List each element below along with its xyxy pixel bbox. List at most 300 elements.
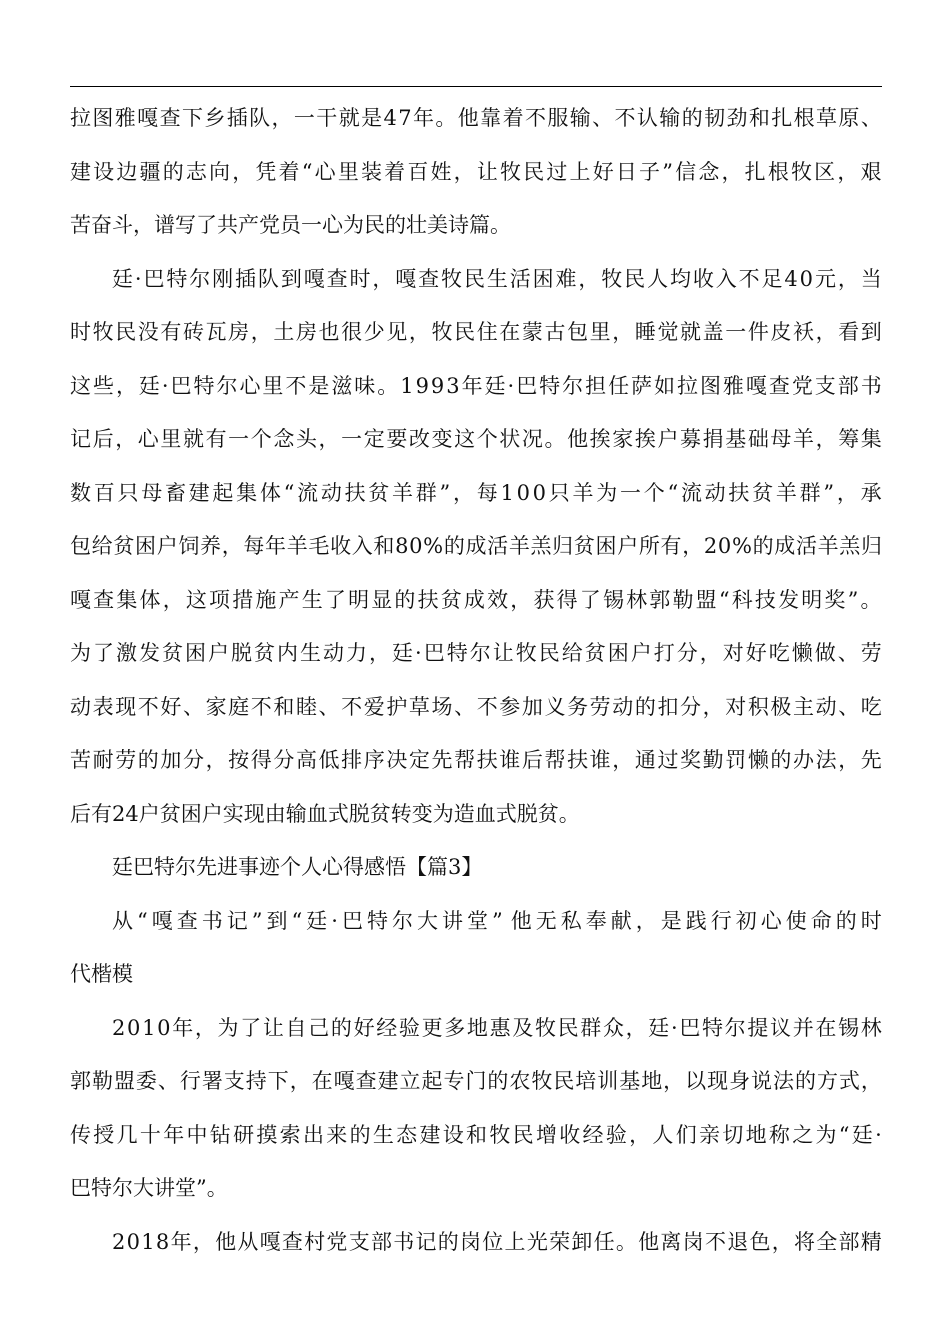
text-glyph: 这 <box>454 427 476 451</box>
text-glyph: 他 <box>510 908 532 933</box>
text-glyph: 勒 <box>91 1069 113 1093</box>
text-glyph: 、 <box>860 106 882 130</box>
text-line <box>70 520 882 574</box>
text-glyph: 贫 <box>573 534 595 558</box>
text-glyph: 百 <box>407 159 429 184</box>
text-glyph: 林 <box>626 587 648 612</box>
text-glyph: 困 <box>185 641 206 665</box>
text-line <box>70 146 882 200</box>
text-glyph: 查 <box>176 908 198 933</box>
text-glyph: 支 <box>223 1069 245 1093</box>
text-glyph: 干 <box>316 106 338 130</box>
text-glyph: 雅 <box>722 373 744 398</box>
text-glyph: ， <box>232 159 254 184</box>
text-glyph: 查 <box>281 1229 303 1254</box>
text-glyph: 服 <box>547 106 569 130</box>
text-glyph: 、 <box>837 641 859 665</box>
text-glyph: 锡 <box>602 587 624 612</box>
text-glyph: 根 <box>767 159 789 184</box>
text-glyph: 况 <box>521 427 543 451</box>
text-glyph: 扣 <box>657 694 679 719</box>
text-glyph: 家 <box>612 427 634 451</box>
text-glyph: ， <box>635 908 657 933</box>
text-glyph: 味 <box>354 373 376 398</box>
text-glyph: 担 <box>585 373 607 398</box>
text-glyph: 明 <box>801 587 823 612</box>
text-glyph: 贫 <box>584 641 606 665</box>
text-glyph: 睡 <box>634 320 656 344</box>
text-glyph: ， <box>702 694 724 719</box>
text-glyph: 生 <box>301 587 323 612</box>
text-glyph: 勒 <box>672 587 694 612</box>
text-glyph: 信 <box>675 159 697 184</box>
text-glyph: 书 <box>860 373 882 398</box>
text-glyph: 懒 <box>791 641 813 665</box>
text-glyph: 过 <box>546 159 568 184</box>
text-glyph: 就 <box>182 427 204 451</box>
text-glyph: 疆 <box>139 159 161 184</box>
text-glyph: 贫 <box>368 480 390 505</box>
text-glyph: 不 <box>285 373 307 398</box>
text-glyph: 皮 <box>770 320 792 344</box>
text-glyph: 养 <box>200 534 222 558</box>
text-glyph: 些 <box>92 373 114 398</box>
text-glyph: 起 <box>421 1069 443 1093</box>
text-glyph: 分 <box>676 641 698 665</box>
text-glyph: % <box>731 534 752 558</box>
text-glyph: 署 <box>201 1069 223 1093</box>
text-glyph: 加 <box>160 748 182 772</box>
text-glyph: 务 <box>567 694 589 719</box>
text-glyph: 嘎 <box>137 106 159 130</box>
text-glyph: 立 <box>399 1069 421 1093</box>
text-glyph: 的 <box>835 908 857 933</box>
text-glyph: 科 <box>731 587 753 612</box>
text-glyph: 分 <box>273 748 295 772</box>
text-glyph: 爱 <box>363 694 385 719</box>
text-glyph: 乡 <box>204 106 226 130</box>
text-line <box>70 1002 882 1056</box>
text-line <box>70 92 882 146</box>
text-glyph: 4 <box>784 266 798 291</box>
text-glyph: 牧 <box>500 159 522 184</box>
text-glyph: 专 <box>443 1069 465 1093</box>
text-glyph: 的 <box>794 1069 816 1093</box>
text-glyph: 体 <box>139 587 161 612</box>
text-glyph: 尔 <box>724 1015 746 1040</box>
text-glyph: ， <box>408 320 430 344</box>
text-glyph: 先 <box>431 748 453 772</box>
text-glyph: 民 <box>463 266 485 291</box>
text-glyph: 数 <box>70 480 91 505</box>
text-glyph: 羊 <box>793 427 814 451</box>
text-glyph: 特 <box>193 373 215 398</box>
text-glyph: 入 <box>715 266 737 291</box>
text-glyph: 困 <box>532 266 554 291</box>
text-glyph: 部 <box>370 1229 392 1254</box>
text-glyph: 岗 <box>460 1229 482 1254</box>
text-glyph: 2 <box>112 1229 126 1254</box>
text-glyph: 扶 <box>728 480 750 505</box>
text-glyph: 施 <box>255 587 277 612</box>
text-glyph: 。 <box>377 373 399 398</box>
text-glyph: 排 <box>341 748 363 772</box>
text-glyph: 0 <box>157 1015 171 1040</box>
text-glyph: 2 <box>703 534 718 558</box>
text-glyph: 蒙 <box>521 320 543 344</box>
text-glyph: 牧 <box>791 159 812 184</box>
text-glyph: 础 <box>747 427 769 451</box>
text-glyph: “ <box>283 480 295 505</box>
text-glyph: 毛 <box>308 534 330 558</box>
text-glyph: 向 <box>209 159 231 184</box>
text-glyph: · <box>161 373 169 398</box>
text-glyph: · <box>875 1122 882 1147</box>
text-glyph: 集 <box>116 587 138 612</box>
text-glyph: 帮 <box>544 748 566 772</box>
text-glyph: 按 <box>228 748 250 772</box>
text-glyph: 使 <box>785 908 807 933</box>
text-glyph: ， <box>860 1069 882 1093</box>
text-glyph: 归 <box>860 534 882 558</box>
text-glyph: 岗 <box>682 1229 704 1254</box>
text-glyph: 困 <box>135 534 157 558</box>
text-glyph: 3 <box>446 373 460 398</box>
text-glyph: 的 <box>487 1069 509 1093</box>
text-glyph: 包 <box>70 534 91 558</box>
text-glyph: 这 <box>70 373 91 398</box>
text-glyph: 0 <box>516 480 530 505</box>
text-glyph: 态 <box>396 1122 418 1147</box>
text-glyph: 建 <box>377 1069 399 1093</box>
text-glyph: 户 <box>208 641 229 665</box>
text-glyph: 不 <box>524 106 546 130</box>
text-glyph: 的 <box>437 1229 459 1254</box>
text-glyph: 尔 <box>216 373 238 398</box>
text-glyph: 林 <box>860 1015 882 1040</box>
text-glyph: 建 <box>419 1122 441 1147</box>
text-glyph: 身 <box>729 1069 751 1093</box>
text-glyph: 定 <box>408 748 430 772</box>
text-glyph: 和 <box>273 694 295 719</box>
text-glyph: 亲 <box>699 1122 721 1147</box>
text-glyph: 建 <box>188 480 210 505</box>
text-glyph: 奖 <box>680 748 702 772</box>
text-glyph: 收 <box>692 266 714 291</box>
text-glyph: 认 <box>636 106 658 130</box>
text-glyph: ， <box>115 427 137 451</box>
text-glyph: 民 <box>624 266 646 291</box>
text-glyph: 状 <box>499 427 521 451</box>
text-glyph: 主 <box>793 694 814 719</box>
text-glyph: ” <box>491 908 503 933</box>
text-glyph: ， <box>837 159 859 184</box>
text-glyph: 韧 <box>704 106 726 130</box>
text-glyph: 动 <box>70 694 91 719</box>
text-glyph: 记 <box>70 427 91 451</box>
text-glyph: 艰 <box>860 159 882 184</box>
text-glyph: ， <box>629 1122 651 1147</box>
text-glyph: 卸 <box>571 1229 593 1254</box>
text-glyph: 勤 <box>702 748 724 772</box>
text-glyph: 廷 <box>392 641 413 665</box>
text-glyph: 集 <box>236 480 258 505</box>
text-glyph: 尔 <box>469 641 491 665</box>
text-glyph: ， <box>771 1229 793 1254</box>
text-glyph: 年 <box>413 106 434 130</box>
text-glyph: 在 <box>311 1069 333 1093</box>
text-glyph: 的 <box>681 106 703 130</box>
text-glyph: 扶 <box>344 480 366 505</box>
text-glyph: 队 <box>257 266 279 291</box>
text-glyph: 嘎 <box>303 266 325 291</box>
text-glyph: 郭 <box>70 1069 91 1093</box>
text-glyph: 羔 <box>839 534 861 558</box>
text-glyph: 嘎 <box>395 266 417 291</box>
text-glyph: ， <box>192 1229 214 1254</box>
text-glyph: 见 <box>386 320 408 344</box>
text-glyph: 党 <box>791 373 813 398</box>
text-glyph: 盟 <box>113 1069 135 1093</box>
text-line: 廷巴特尔先进事迹个人心得感悟【篇3】 <box>112 855 483 879</box>
text-glyph: 饲 <box>178 534 200 558</box>
text-glyph: 年 <box>170 1229 192 1254</box>
text-glyph: 动 <box>612 694 634 719</box>
text-glyph: 所 <box>638 534 660 558</box>
text-glyph: 践 <box>685 908 707 933</box>
text-glyph: 时 <box>860 908 882 933</box>
text-glyph: 耐 <box>92 748 114 772</box>
text-glyph: 0 <box>799 266 814 291</box>
text-glyph: 嘎 <box>333 1069 355 1093</box>
text-glyph: 查 <box>355 1069 377 1093</box>
text-glyph: 经 <box>582 1122 604 1147</box>
text-glyph: 廷 <box>138 373 160 398</box>
text-glyph: 8 <box>395 534 409 558</box>
text-glyph: 的 <box>752 534 774 558</box>
text-glyph: 成 <box>774 534 796 558</box>
text-glyph: 显 <box>371 587 393 612</box>
text-glyph: 图 <box>699 373 721 398</box>
text-glyph: 里 <box>337 159 359 184</box>
text-glyph: 十 <box>139 1122 161 1147</box>
text-glyph: 锡 <box>838 1015 860 1040</box>
text-glyph: 和 <box>373 534 395 558</box>
text-glyph: 的 <box>443 534 465 558</box>
text-glyph: 特 <box>446 641 468 665</box>
text-glyph: 苦 <box>70 748 91 772</box>
text-glyph: 极 <box>770 694 792 719</box>
text-glyph: 出 <box>302 1122 324 1147</box>
text-glyph: 过 <box>657 748 679 772</box>
text-glyph: 对 <box>725 694 747 719</box>
text-glyph: 睦 <box>295 694 317 719</box>
text-glyph: 为 <box>217 1015 239 1040</box>
text-glyph: 位 <box>482 1229 504 1254</box>
text-glyph: 有 <box>660 534 682 558</box>
text-glyph: 为 <box>70 641 91 665</box>
text-glyph: 的 <box>137 748 159 772</box>
text-glyph: 来 <box>326 1122 348 1147</box>
text-glyph: 收 <box>330 534 352 558</box>
text-glyph: 嘎 <box>151 908 173 933</box>
text-glyph: 地 <box>466 1015 488 1040</box>
text-glyph: 堂 <box>466 908 488 933</box>
text-glyph: 的 <box>162 159 184 184</box>
text-glyph: 嘎 <box>70 587 91 612</box>
text-glyph: 门 <box>465 1069 487 1093</box>
text-glyph: 心 <box>239 373 261 398</box>
text-glyph: 难 <box>555 266 577 291</box>
text-glyph: 这 <box>185 587 207 612</box>
text-glyph: 尔 <box>189 266 211 291</box>
text-glyph: 拉 <box>676 373 698 398</box>
text-glyph: 给 <box>561 641 583 665</box>
text-glyph: 办 <box>793 748 814 772</box>
text-glyph: 光 <box>526 1229 548 1254</box>
text-line: 巴特尔大讲堂”。 <box>70 1176 228 1200</box>
text-glyph: 部 <box>837 373 859 398</box>
text-glyph: ， <box>836 480 858 505</box>
text-glyph: 困 <box>595 534 617 558</box>
text-glyph: 了 <box>240 1015 262 1040</box>
text-glyph: 通 <box>634 748 656 772</box>
text-glyph: ， <box>452 480 474 505</box>
text-glyph: 不 <box>476 694 498 719</box>
text-glyph: 没 <box>137 320 159 344</box>
text-line <box>70 574 882 628</box>
text-glyph: 户 <box>630 641 652 665</box>
text-glyph: 流 <box>297 480 319 505</box>
text-glyph: 式 <box>838 1069 860 1093</box>
text-glyph: 脱 <box>231 641 252 665</box>
text-glyph: 巴 <box>423 641 445 665</box>
text-glyph: 庭 <box>228 694 250 719</box>
text-glyph: 时 <box>70 320 91 344</box>
text-glyph: 群 <box>799 480 821 505</box>
text-glyph: 心 <box>137 427 159 451</box>
text-glyph: 好 <box>160 694 182 719</box>
text-line: 苦奋斗，谱写了共产党员一心为民的壮美诗篇。 <box>70 213 511 237</box>
text-glyph: 称 <box>768 1122 790 1147</box>
text-glyph: 获 <box>533 587 555 612</box>
text-glyph: 好 <box>592 159 614 184</box>
document-body <box>70 92 882 1269</box>
text-line <box>70 253 882 307</box>
text-glyph: 让 <box>492 641 514 665</box>
text-glyph: 动 <box>704 480 726 505</box>
text-glyph: 个 <box>476 427 498 451</box>
text-glyph: 项 <box>209 587 231 612</box>
text-glyph: 区 <box>814 159 836 184</box>
text-glyph: 、 <box>318 694 340 719</box>
text-glyph: ， <box>612 748 634 772</box>
text-glyph: 扶 <box>476 748 498 772</box>
text-line: 后有24户贫困户实现由输血式脱贫转变为造血式脱贫。 <box>70 801 580 826</box>
text-glyph: 效 <box>487 587 509 612</box>
text-glyph: 牧 <box>515 641 537 665</box>
text-glyph: 羊 <box>572 480 594 505</box>
text-glyph: 成 <box>463 587 485 612</box>
text-glyph: 雅 <box>114 106 136 130</box>
text-glyph: 扎 <box>771 106 793 130</box>
text-glyph: 盟 <box>695 587 717 612</box>
header-rule <box>70 86 882 87</box>
text-glyph: 件 <box>747 320 769 344</box>
text-glyph: ， <box>663 1069 685 1093</box>
text-glyph: 户 <box>617 534 639 558</box>
text-glyph: 个 <box>250 427 272 451</box>
text-glyph: 分 <box>680 694 702 719</box>
text-glyph: 着 <box>502 106 524 130</box>
text-glyph: 在 <box>499 320 521 344</box>
text-glyph: 部 <box>838 1229 860 1254</box>
text-glyph: 农 <box>509 1069 531 1093</box>
text-glyph: 持 <box>245 1069 267 1093</box>
text-glyph: 羔 <box>530 534 552 558</box>
text-glyph: 得 <box>556 587 578 612</box>
text-line <box>70 627 882 681</box>
text-glyph: 摸 <box>256 1122 278 1147</box>
text-glyph: 技 <box>754 587 776 612</box>
text-glyph: 里 <box>589 320 611 344</box>
text-glyph: 图 <box>92 106 114 130</box>
text-glyph: 志 <box>185 159 207 184</box>
text-glyph: 特 <box>166 266 188 291</box>
text-glyph: 当 <box>860 266 882 291</box>
text-glyph: ， <box>578 266 600 291</box>
text-glyph: 初 <box>735 908 757 933</box>
text-glyph: “ <box>718 587 730 612</box>
text-glyph: 离 <box>660 1229 682 1254</box>
text-glyph: 只 <box>548 480 570 505</box>
text-glyph: 1 <box>500 480 514 505</box>
text-glyph: 。 <box>544 427 566 451</box>
text-glyph: 草 <box>816 106 838 130</box>
text-glyph: 劲 <box>726 106 748 130</box>
text-glyph: 袄 <box>793 320 814 344</box>
text-glyph: ， <box>115 373 137 398</box>
text-glyph: 为 <box>596 480 618 505</box>
text-glyph: 萨 <box>631 373 653 398</box>
text-glyph: 砖 <box>182 320 204 344</box>
text-glyph: 心 <box>760 908 782 933</box>
text-glyph: 加 <box>521 694 543 719</box>
text-glyph: 特 <box>366 908 388 933</box>
text-glyph: 家 <box>205 694 227 719</box>
text-glyph: 多 <box>444 1015 466 1040</box>
text-glyph: 每 <box>476 480 498 505</box>
text-glyph: 改 <box>408 427 430 451</box>
text-glyph: 贫 <box>440 587 462 612</box>
text-glyph: ， <box>372 266 394 291</box>
text-glyph: 不 <box>250 694 272 719</box>
text-glyph: 巴 <box>143 266 165 291</box>
text-glyph: 凭 <box>255 159 277 184</box>
text-glyph: 更 <box>421 1015 443 1040</box>
text-glyph: 和 <box>466 1122 488 1147</box>
text-glyph: 根 <box>793 106 815 130</box>
text-glyph: 党 <box>326 1229 348 1254</box>
text-glyph: 一 <box>725 320 747 344</box>
text-glyph: 让 <box>262 1015 284 1040</box>
text-glyph: 贫 <box>254 641 275 665</box>
text-glyph: 义 <box>544 694 566 719</box>
text-glyph: 扎 <box>744 159 766 184</box>
text-glyph: 拉 <box>70 106 91 130</box>
text-glyph: 了 <box>93 641 114 665</box>
text-glyph: 贫 <box>113 534 135 558</box>
